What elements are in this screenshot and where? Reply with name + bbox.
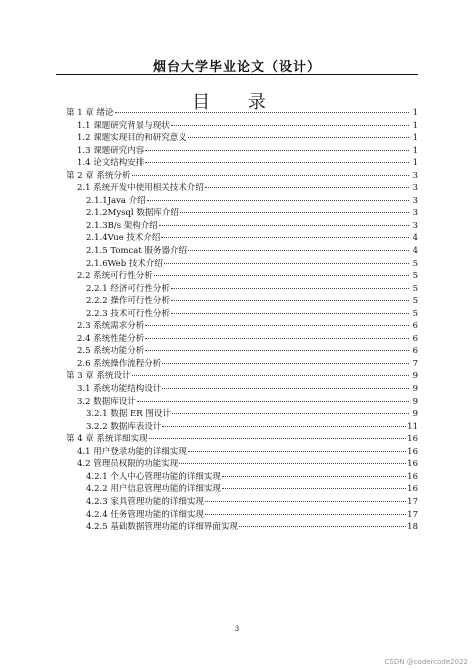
toc-entry[interactable]: [66, 521, 418, 534]
toc-entry-page: 16: [407, 434, 418, 445]
toc-entry-label: 4.2.2 用户信息管理功能的详细实现: [86, 484, 221, 495]
toc-dot-leader: [188, 250, 409, 251]
toc-entry-label: 4.1 用户登录功能的详细实现: [77, 446, 187, 457]
table-of-contents: [66, 107, 418, 534]
toc-dot-leader: [147, 200, 409, 201]
toc-entry[interactable]: [66, 220, 418, 233]
toc-entry[interactable]: [66, 383, 418, 396]
toc-dot-leader: [171, 300, 409, 301]
toc-entry[interactable]: [66, 270, 418, 283]
toc-entry-label: 2.4 系统性能分析: [77, 333, 145, 344]
toc-dot-leader: [145, 150, 409, 151]
toc-dot-leader: [171, 288, 409, 289]
toc-dot-leader: [132, 375, 409, 376]
toc-dot-leader: [154, 275, 409, 276]
toc-entry-page: 1: [412, 133, 418, 144]
toc-dot-leader: [179, 463, 406, 464]
toc-entry[interactable]: [66, 333, 418, 346]
toc-entry-label: 4.2.1 个人中心管理功能的详细实现: [86, 471, 221, 482]
toc-entry[interactable]: [66, 157, 418, 170]
toc-entry[interactable]: [66, 195, 418, 208]
toc-entry-label: 4.2.3 家具管理功能的详细实现: [86, 496, 204, 507]
toc-entry-page: 16: [407, 471, 418, 482]
toc-entry-page: 4: [412, 246, 418, 257]
toc-dot-leader: [145, 162, 409, 163]
toc-dot-leader: [162, 426, 406, 427]
toc-dot-leader: [145, 350, 409, 351]
toc-entry-label: 3.2.1 数据 ER 图设计: [86, 409, 171, 420]
toc-entry-page: 3: [412, 208, 418, 219]
toc-dot-leader: [137, 401, 409, 402]
toc-entry[interactable]: [66, 408, 418, 421]
toc-entry-page: 5: [412, 308, 418, 319]
toc-entry[interactable]: [66, 245, 418, 258]
toc-entry[interactable]: [66, 471, 418, 484]
toc-entry[interactable]: [66, 145, 418, 158]
toc-entry-page: 6: [412, 333, 418, 344]
toc-entry-label: 2.1 系统开发中使用相关技术介绍: [77, 183, 204, 194]
toc-entry-page: 3: [412, 220, 418, 231]
toc-dot-leader: [171, 313, 409, 314]
toc-entry-label: 2.2 系统可行性分析: [77, 271, 153, 282]
toc-entry-page: 5: [412, 296, 418, 307]
toc-entry[interactable]: [66, 358, 418, 371]
toc-entry-page: 6: [412, 346, 418, 357]
toc-dot-leader: [162, 388, 409, 389]
toc-entry-page: 9: [412, 371, 418, 382]
toc-entry[interactable]: [66, 283, 418, 296]
toc-entry-label: 第 1 章 绪论: [66, 108, 114, 118]
toc-entry[interactable]: [66, 308, 418, 321]
toc-entry-label: 3.1 系统功能结构设计: [77, 384, 162, 395]
toc-dot-leader: [180, 212, 409, 213]
toc-entry-page: 1: [412, 120, 418, 131]
toc-entry[interactable]: [66, 496, 418, 509]
toc-entry-label: 2.3 系统需求分析: [77, 321, 145, 332]
toc-entry-page: 1: [412, 158, 418, 169]
toc-dot-leader: [161, 237, 409, 238]
toc-entry[interactable]: [66, 170, 418, 183]
toc-entry[interactable]: [66, 345, 418, 358]
toc-entry-label: 2.5 系统功能分析: [77, 346, 145, 357]
toc-entry-label: 4.2 管理员权限的功能实现: [77, 459, 179, 470]
toc-entry-label: 2.6 系统操作流程分析: [77, 358, 162, 369]
toc-entry-label: 2.2.3 技术可行性分析: [86, 308, 170, 319]
toc-entry-label: 2.1.1Java 介绍: [86, 195, 146, 206]
toc-entry-label: 2.2.1 经济可行性分析: [86, 283, 170, 294]
toc-dot-leader: [115, 112, 409, 113]
toc-entry-page: 17: [407, 509, 418, 520]
toc-entry-page: 17: [407, 496, 418, 507]
toc-entry[interactable]: [66, 446, 418, 459]
toc-entry[interactable]: [66, 509, 418, 522]
toc-entry-page: 3: [412, 183, 418, 194]
toc-entry-page: 16: [407, 484, 418, 495]
toc-dot-leader: [164, 263, 409, 264]
toc-entry[interactable]: [66, 370, 418, 383]
toc-entry-page: 1: [412, 108, 418, 118]
toc-dot-leader: [145, 325, 409, 326]
toc-entry-page: 9: [412, 396, 418, 407]
toc-dot-leader: [188, 137, 409, 138]
toc-entry[interactable]: [66, 295, 418, 308]
toc-dot-leader: [205, 514, 406, 515]
toc-entry-label: 4.2.5 基础数据管理功能的详细界面实现: [86, 522, 238, 533]
toc-entry-label: 4.2.4 任务管理功能的详细实现: [86, 509, 204, 520]
toc-entry-label: 1.3 课题研究内容: [77, 145, 145, 156]
toc-entry-page: 11: [407, 421, 418, 432]
toc-entry-label: 2.1.4Vue 技术介绍: [86, 233, 161, 244]
toc-entry[interactable]: [66, 433, 418, 446]
toc-dot-leader: [222, 488, 406, 489]
toc-entry-page: 16: [407, 446, 418, 457]
toc-entry[interactable]: [66, 207, 418, 220]
page-number: 3: [234, 625, 240, 633]
toc-entry[interactable]: [66, 182, 418, 195]
toc-entry-page: 16: [407, 459, 418, 470]
toc-dot-leader: [172, 413, 409, 414]
toc-entry[interactable]: [66, 258, 418, 271]
toc-entry-label: 第 2 章 系统分析: [66, 170, 131, 181]
toc-dot-leader: [145, 338, 409, 339]
toc-entry-label: 2.2.2 操作可行性分析: [86, 296, 170, 307]
watermark: CSDN @codercode2022: [384, 658, 468, 666]
toc-dot-leader: [205, 187, 409, 188]
toc-entry-page: 3: [412, 170, 418, 181]
toc-entry-page: 9: [412, 409, 418, 420]
toc-title: 目 录: [192, 92, 282, 113]
toc-entry-page: 5: [412, 271, 418, 282]
toc-dot-leader: [205, 501, 406, 502]
toc-entry-label: 2.1.2Mysql 数据库介绍: [86, 208, 179, 219]
toc-entry-page: 5: [412, 283, 418, 294]
toc-entry-page: 18: [407, 522, 418, 533]
page-header: 烟台大学毕业论文（设计）: [152, 60, 321, 75]
toc-dot-leader: [239, 526, 406, 527]
toc-entry-page: 5: [412, 258, 418, 269]
toc-entry-label: 2.1.5 Tomcat 服务器介绍: [86, 246, 187, 257]
toc-dot-leader: [171, 125, 409, 126]
toc-entry-label: 第 3 章 系统设计: [66, 371, 131, 382]
toc-entry[interactable]: [66, 421, 418, 434]
toc-entry-page: 7: [412, 358, 418, 369]
toc-entry[interactable]: [66, 320, 418, 333]
toc-entry-label: 2.1.3B/s 架构介绍: [86, 220, 158, 231]
toc-entry-label: 1.2 课题实现目的和研究意义: [77, 133, 187, 144]
toc-entry[interactable]: [66, 120, 418, 133]
toc-entry-label: 1.4 论文结构安排: [77, 158, 145, 169]
toc-entry-page: 4: [412, 233, 418, 244]
toc-entry-page: 1: [412, 145, 418, 156]
toc-dot-leader: [149, 438, 407, 439]
header-rule: [56, 74, 418, 75]
toc-entry-label: 3.2 数据库设计: [77, 396, 136, 407]
toc-dot-leader: [222, 476, 406, 477]
toc-entry-page: 6: [412, 321, 418, 332]
toc-entry-label: 2.1.6Web 技术介绍: [86, 258, 163, 269]
toc-entry[interactable]: [66, 396, 418, 409]
toc-entry-label: 第 4 章 系统详细实现: [66, 434, 148, 445]
toc-entry-label: 1.1 课题研究背景与现状: [77, 120, 170, 131]
toc-dot-leader: [162, 363, 409, 364]
toc-entry[interactable]: [66, 232, 418, 245]
toc-entry[interactable]: [66, 483, 418, 496]
toc-entry-page: 3: [412, 195, 418, 206]
toc-entry[interactable]: [66, 107, 418, 120]
toc-dot-leader: [159, 225, 409, 226]
toc-dot-leader: [132, 175, 409, 176]
toc-entry-label: 3.2.2 数据库表设计: [86, 421, 162, 432]
toc-entry-page: 9: [412, 384, 418, 395]
toc-dot-leader: [188, 451, 406, 452]
toc-entry[interactable]: [66, 458, 418, 471]
toc-entry[interactable]: [66, 132, 418, 145]
